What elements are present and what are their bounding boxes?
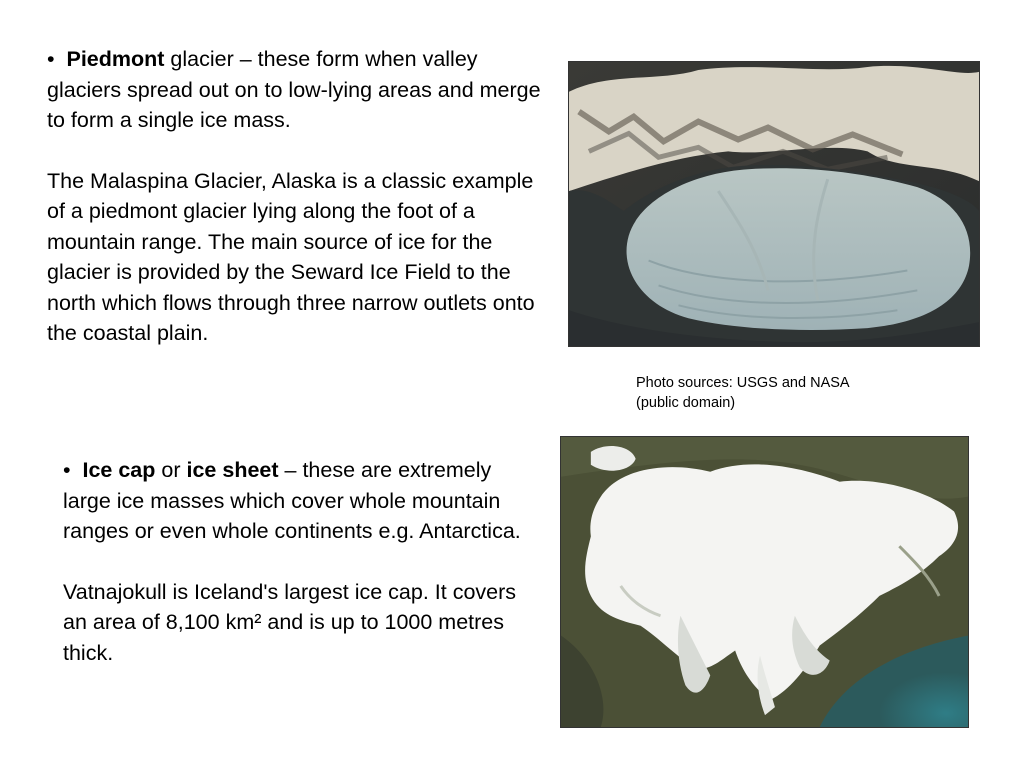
icecap-text-block (63, 455, 533, 668)
icecap-connector: or (161, 458, 181, 482)
bullet: • (63, 458, 71, 482)
photo-credit-caption (636, 373, 936, 413)
icesheet-term: ice sheet (186, 458, 279, 482)
caption-line-1: Photo sources: USGS and NASA (636, 375, 850, 391)
piedmont-definition-paragraph (47, 44, 547, 136)
icecap-definition: – these are extremely large ice masses which cover whole mountain ranges or even whole continents e.g. Antarctica. (63, 458, 521, 543)
vatnajokull-description: Vatnajokull is Iceland's largest ice cap. It covers an area of 8,100 km² and is up to 1000 metres thick. (63, 579, 517, 665)
piedmont-definition: glacier – these form when valley glaciers spread out on to low-lying areas and merge to form a single ice mass. (47, 47, 541, 132)
caption-line-2: (public domain) (636, 395, 736, 411)
piedmont-text-block (47, 44, 547, 349)
icecap-term: Ice cap (82, 458, 156, 482)
icecap-definition-paragraph (63, 455, 533, 547)
malaspina-description: The Malaspina Glacier, Alaska is a classic example of a piedmont glacier lying along the foot of a mountain range. The main source of ice for the glacier is provided by the Seward Ice Field to the north which flows through three narrow outlets onto the coastal plain. (47, 168, 535, 345)
malaspina-glacier-photo (568, 61, 980, 347)
vatnajokull-ice-cap-photo (560, 436, 969, 728)
bullet: • (47, 47, 55, 71)
piedmont-term: Piedmont (66, 47, 165, 71)
